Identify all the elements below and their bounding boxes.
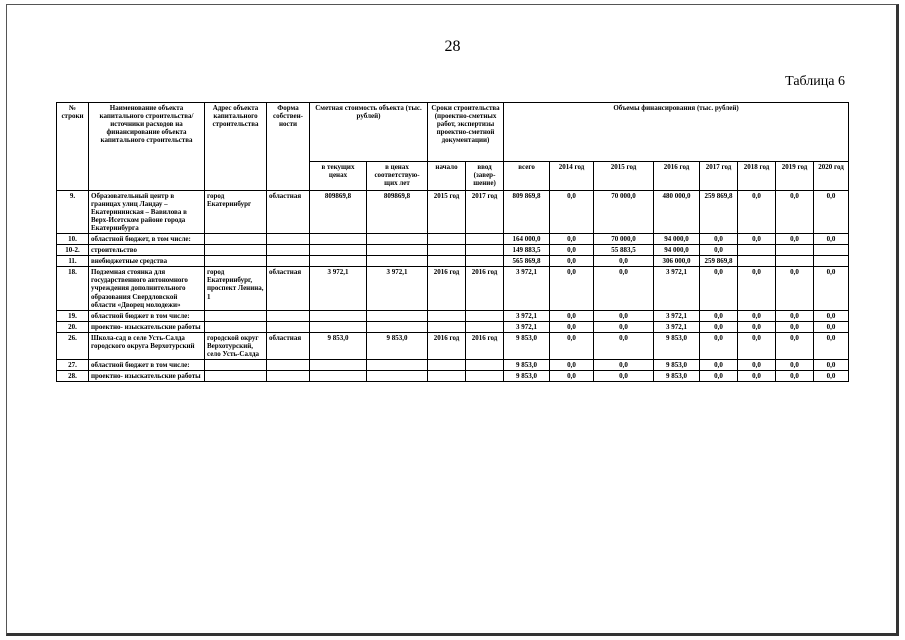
row-number: 26. <box>57 332 89 359</box>
funding-2018: 0,0 <box>738 332 776 359</box>
ownership-form: областная <box>267 191 310 234</box>
cost-current <box>310 256 367 267</box>
start-year: 2016 год <box>428 332 466 359</box>
funding-2020: 0,0 <box>814 191 849 234</box>
funding-2015: 0,0 <box>594 256 654 267</box>
funding-2020: 0,0 <box>814 310 849 321</box>
table-row <box>57 191 849 234</box>
funding-total: 565 869,8 <box>504 256 550 267</box>
funding-2020: 0,0 <box>814 332 849 359</box>
funding-2014: 0,0 <box>550 191 594 234</box>
row-number: 28. <box>57 370 89 381</box>
ownership-form <box>267 370 310 381</box>
funding-2016: 9 853,0 <box>654 359 700 370</box>
header-2020: 2020 год <box>814 162 849 191</box>
cost-year <box>367 359 428 370</box>
row-number: 27. <box>57 359 89 370</box>
table-row <box>57 332 849 359</box>
funding-total: 3 972,1 <box>504 310 550 321</box>
funding-2016: 3 972,1 <box>654 267 700 310</box>
funding-2019: 0,0 <box>776 267 814 310</box>
financing-table <box>56 102 849 382</box>
funding-2017: 259 869,8 <box>700 256 738 267</box>
object-name: Школа-сад в селе Усть-Салда городского округа Верхотурский <box>89 332 205 359</box>
funding-2017: 0,0 <box>700 234 738 245</box>
end-year <box>466 256 504 267</box>
funding-2018 <box>738 245 776 256</box>
object-address <box>205 256 267 267</box>
funding-2014: 0,0 <box>550 256 594 267</box>
funding-total: 149 883,5 <box>504 245 550 256</box>
cost-year <box>367 310 428 321</box>
cost-current: 9 853,0 <box>310 332 367 359</box>
object-address <box>205 359 267 370</box>
header-ownership: Форма собствен-ности <box>267 103 310 191</box>
row-number: 18. <box>57 267 89 310</box>
table-row <box>57 267 849 310</box>
header-estimated-cost: Сметная стоимость объекта (тыс. рублей) <box>310 103 428 162</box>
funding-2017: 0,0 <box>700 245 738 256</box>
cost-year: 9 853,0 <box>367 332 428 359</box>
cost-current <box>310 245 367 256</box>
object-address <box>205 370 267 381</box>
header-cost-current: в текущих ценах <box>310 162 367 191</box>
object-name: Образовательный центр в границах улиц Ландау – Екатерининская – Вавилова в Верх-Исетском районе города Екатеринбурга <box>89 191 205 234</box>
header-row-number: № строки <box>57 103 89 191</box>
row-number: 19. <box>57 310 89 321</box>
funding-2018: 0,0 <box>738 191 776 234</box>
start-year <box>428 245 466 256</box>
header-address: Адрес объекта капитального строительства <box>205 103 267 191</box>
object-name: областной бюджет в том числе: <box>89 310 205 321</box>
header-cost-year: в ценах соответствую-щих лет <box>367 162 428 191</box>
funding-2019 <box>776 256 814 267</box>
funding-2016: 94 000,0 <box>654 234 700 245</box>
object-name: проектно- изыскательские работы <box>89 321 205 332</box>
header-construction-terms: Сроки строительства (проектно-сметных работ, экспертизы проектно-сметной документации) <box>428 103 504 162</box>
header-2015: 2015 год <box>594 162 654 191</box>
object-name: областной бюджет в том числе: <box>89 359 205 370</box>
funding-2020: 0,0 <box>814 267 849 310</box>
funding-2014: 0,0 <box>550 332 594 359</box>
funding-2018: 0,0 <box>738 234 776 245</box>
funding-total: 3 972,1 <box>504 267 550 310</box>
funding-2014: 0,0 <box>550 310 594 321</box>
cost-year <box>367 370 428 381</box>
funding-2020 <box>814 256 849 267</box>
funding-2014: 0,0 <box>550 370 594 381</box>
funding-2017: 0,0 <box>700 359 738 370</box>
funding-2018: 0,0 <box>738 267 776 310</box>
funding-total: 9 853,0 <box>504 370 550 381</box>
end-year <box>466 234 504 245</box>
funding-2018: 0,0 <box>738 370 776 381</box>
object-address: городской округ Верхотурский, село Усть-Салда <box>205 332 267 359</box>
funding-2015: 0,0 <box>594 310 654 321</box>
funding-2014: 0,0 <box>550 267 594 310</box>
funding-2017: 0,0 <box>700 310 738 321</box>
cost-current: 3 972,1 <box>310 267 367 310</box>
row-number: 20. <box>57 321 89 332</box>
funding-2019: 0,0 <box>776 370 814 381</box>
funding-2019: 0,0 <box>776 234 814 245</box>
funding-2014: 0,0 <box>550 245 594 256</box>
ownership-form <box>267 310 310 321</box>
start-year <box>428 321 466 332</box>
end-year <box>466 245 504 256</box>
funding-2017: 0,0 <box>700 267 738 310</box>
funding-2020: 0,0 <box>814 321 849 332</box>
header-2019: 2019 год <box>776 162 814 191</box>
table-row <box>57 245 849 256</box>
cost-year <box>367 256 428 267</box>
ownership-form <box>267 256 310 267</box>
funding-2017: 259 869,8 <box>700 191 738 234</box>
table-caption: Таблица 6 <box>785 74 845 89</box>
ownership-form <box>267 359 310 370</box>
start-year: 2015 год <box>428 191 466 234</box>
header-2017: 2017 год <box>700 162 738 191</box>
cost-current <box>310 370 367 381</box>
funding-2015: 0,0 <box>594 359 654 370</box>
funding-2014: 0,0 <box>550 359 594 370</box>
funding-2015: 0,0 <box>594 332 654 359</box>
object-address <box>205 321 267 332</box>
cost-year: 809869,8 <box>367 191 428 234</box>
funding-2015: 70 000,0 <box>594 234 654 245</box>
end-year: 2017 год <box>466 191 504 234</box>
cost-current <box>310 310 367 321</box>
funding-2020: 0,0 <box>814 370 849 381</box>
object-address <box>205 310 267 321</box>
funding-2018: 0,0 <box>738 310 776 321</box>
ownership-form <box>267 234 310 245</box>
row-number: 10-2. <box>57 245 89 256</box>
header-start: начало <box>428 162 466 191</box>
funding-2016: 3 972,1 <box>654 321 700 332</box>
row-number: 11. <box>57 256 89 267</box>
ownership-form <box>267 321 310 332</box>
funding-2015: 0,0 <box>594 267 654 310</box>
start-year <box>428 310 466 321</box>
ownership-form: областная <box>267 332 310 359</box>
funding-total: 3 972,1 <box>504 321 550 332</box>
funding-2016: 3 972,1 <box>654 310 700 321</box>
funding-2019 <box>776 245 814 256</box>
object-address <box>205 245 267 256</box>
table-row <box>57 256 849 267</box>
funding-2019: 0,0 <box>776 359 814 370</box>
header-2018: 2018 год <box>738 162 776 191</box>
object-address <box>205 234 267 245</box>
object-address: город Екатеринбург <box>205 191 267 234</box>
page-number: 28 <box>444 38 461 55</box>
object-name: проектно- изыскательские работы <box>89 370 205 381</box>
funding-2017: 0,0 <box>700 321 738 332</box>
object-name: внебюджетные средства <box>89 256 205 267</box>
cost-current <box>310 234 367 245</box>
cost-year <box>367 245 428 256</box>
funding-2016: 306 000,0 <box>654 256 700 267</box>
cost-year <box>367 234 428 245</box>
funding-total: 164 000,0 <box>504 234 550 245</box>
ownership-form <box>267 245 310 256</box>
funding-2018: 0,0 <box>738 359 776 370</box>
end-year: 2016 год <box>466 332 504 359</box>
header-total: всего <box>504 162 550 191</box>
funding-2015: 70 000,0 <box>594 191 654 234</box>
funding-2016: 9 853,0 <box>654 370 700 381</box>
funding-2014: 0,0 <box>550 234 594 245</box>
cost-current: 809869,8 <box>310 191 367 234</box>
funding-2020 <box>814 245 849 256</box>
end-year <box>466 321 504 332</box>
end-year <box>466 359 504 370</box>
cost-year <box>367 321 428 332</box>
start-year: 2016 год <box>428 267 466 310</box>
funding-2020: 0,0 <box>814 359 849 370</box>
ownership-form: областная <box>267 267 310 310</box>
row-number: 10. <box>57 234 89 245</box>
header-funding-volumes: Объемы финансирования (тыс. рублей) <box>504 103 849 162</box>
funding-2016: 480 000,0 <box>654 191 700 234</box>
cost-year: 3 972,1 <box>367 267 428 310</box>
start-year <box>428 256 466 267</box>
funding-2015: 0,0 <box>594 321 654 332</box>
funding-2015: 0,0 <box>594 370 654 381</box>
funding-2018: 0,0 <box>738 321 776 332</box>
end-year <box>466 310 504 321</box>
row-number: 9. <box>57 191 89 234</box>
object-name: областной бюджет, в том числе: <box>89 234 205 245</box>
funding-2016: 9 853,0 <box>654 332 700 359</box>
table-row <box>57 359 849 370</box>
object-name: Подземная стоянка для государственного автономного учреждения дополнительного образования Свердловской области «Дворец молодежи» <box>89 267 205 310</box>
header-2014: 2014 год <box>550 162 594 191</box>
funding-total: 9 853,0 <box>504 359 550 370</box>
funding-2015: 55 883,5 <box>594 245 654 256</box>
funding-2018 <box>738 256 776 267</box>
cost-current <box>310 321 367 332</box>
header-2016: 2016 год <box>654 162 700 191</box>
end-year: 2016 год <box>466 267 504 310</box>
funding-2019: 0,0 <box>776 332 814 359</box>
header-commission: ввод (завер-шение) <box>466 162 504 191</box>
funding-2020: 0,0 <box>814 234 849 245</box>
funding-2016: 94 000,0 <box>654 245 700 256</box>
funding-2019: 0,0 <box>776 321 814 332</box>
funding-2017: 0,0 <box>700 370 738 381</box>
funding-2017: 0,0 <box>700 332 738 359</box>
funding-total: 809 869,8 <box>504 191 550 234</box>
table-row <box>57 321 849 332</box>
table-row <box>57 310 849 321</box>
start-year <box>428 234 466 245</box>
end-year <box>466 370 504 381</box>
start-year <box>428 359 466 370</box>
object-address: город Екатеринбург, проспект Ленина, 1 <box>205 267 267 310</box>
cost-current <box>310 359 367 370</box>
header-object-name: Наименование объекта капитального строительства/ источники расходов на финансирование объекта капитального строительства <box>89 103 205 191</box>
table-row <box>57 370 849 381</box>
funding-total: 9 853,0 <box>504 332 550 359</box>
object-name: строительство <box>89 245 205 256</box>
funding-2019: 0,0 <box>776 310 814 321</box>
table-row <box>57 234 849 245</box>
start-year <box>428 370 466 381</box>
funding-2019: 0,0 <box>776 191 814 234</box>
funding-2014: 0,0 <box>550 321 594 332</box>
